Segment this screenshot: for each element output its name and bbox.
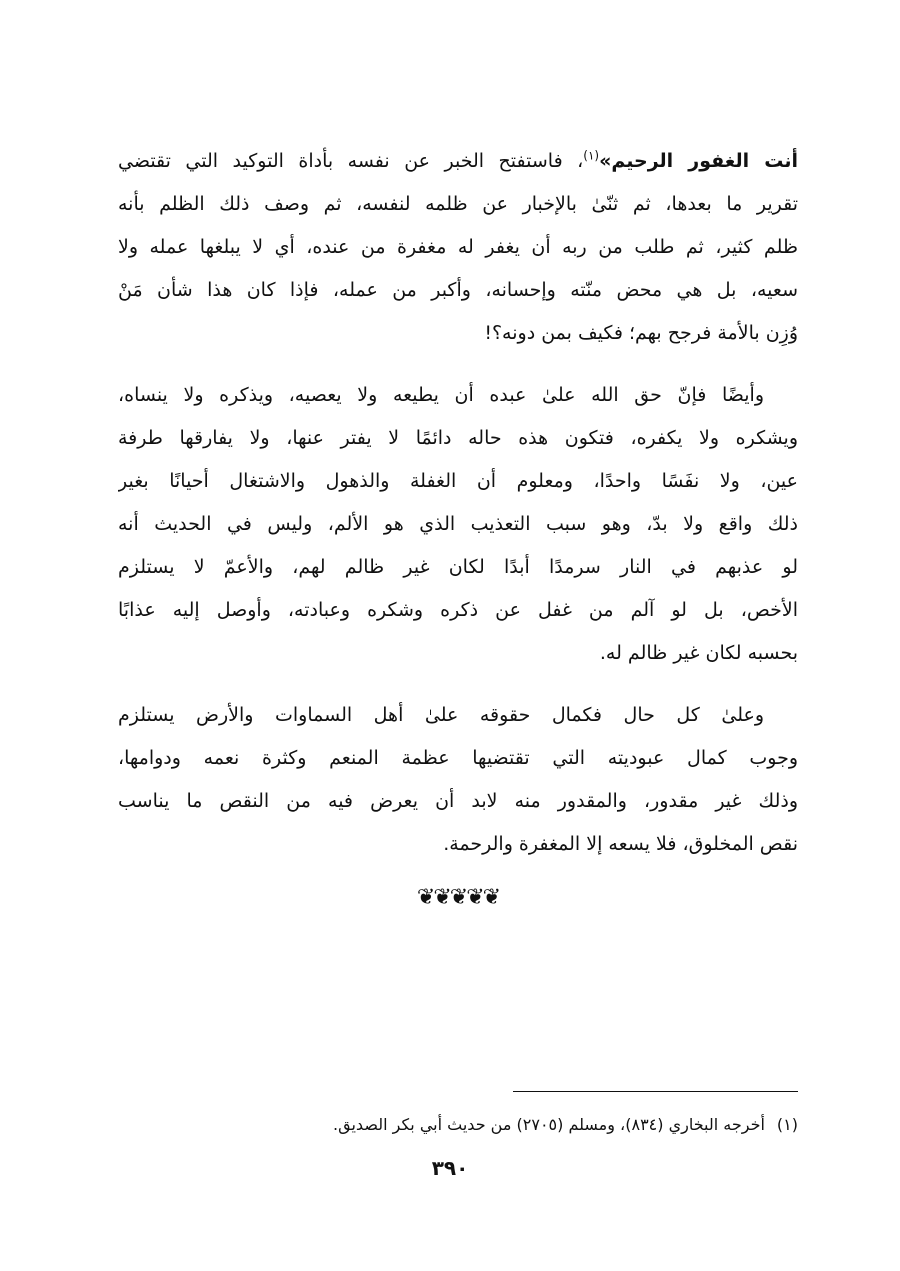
footnote-divider xyxy=(513,1091,798,1092)
paragraph-2 xyxy=(118,374,798,675)
text-line: ذلك واقع ولا بدّ، وهو سبب التعذيب الذي هو الألم، وليس في الحديث أنه xyxy=(118,513,798,535)
text-line: بحسبه لكان غير ظالم له. xyxy=(599,642,798,664)
text-line: وأيضًا فإنّ حق الله علىٰ عبده أن يطيعه ولا يعصيه، ويذكره ولا ينساه، xyxy=(118,384,764,406)
footnote-number: (١) xyxy=(776,1115,798,1134)
text-line: عين، ولا نفَسًا واحدًا، ومعلوم أن الغفلة والذهول والاشتغال أحيانًا بغير xyxy=(118,470,798,492)
page-number: ٣٩٠ xyxy=(431,1156,469,1180)
paragraph-1 xyxy=(118,140,798,355)
footnote-text: أخرجه البخاري (٨٣٤)، ومسلم (٢٧٠٥) من حديث أبي بكر الصديق. xyxy=(333,1115,765,1134)
text-line: نقص المخلوق، فلا يسعه إلا المغفرة والرحمة. xyxy=(443,833,798,855)
text-line: وُزِن بالأمة فرجح بهم؛ فكيف بمن دونه؟! xyxy=(484,322,798,344)
text-line: وعلىٰ كل حال فكمال حقوقه علىٰ أهل السماوات والأرض يستلزم xyxy=(118,704,764,726)
text-line xyxy=(118,140,798,183)
text-line: تقرير ما بعدها، ثم ثنّىٰ بالإخبار عن ظلمه لنفسه، ثم وصف ذلك الظلم بأنه xyxy=(118,193,798,215)
text-line: ويشكره ولا يكفره، فتكون هذه حاله دائمًا لا يفتر عنها، ولا يفارقها طرفة xyxy=(118,427,798,449)
page-body xyxy=(118,140,798,925)
text-line: سعيه، بل هي محض منّته وإحسانه، وأكبر من عمله، فإذا كان هذا شأن مَنْ xyxy=(118,279,798,301)
text-line: وجوب كمال عبوديته التي تقتضيها عظمة المنعم وكثرة نعمه ودوامها، xyxy=(118,747,798,769)
footnote-ref[interactable]: (١) xyxy=(583,148,600,163)
text-run: ، فاستفتح الخبر عن نفسه بأداة التوكيد التي تقتضي xyxy=(118,150,584,172)
section-end-ornament-icon: ❦❦❦❦❦ xyxy=(416,885,500,910)
text-line: لو عذبهم في النار سرمدًا أبدًا لكان غير ظالم لهم، والأعمّ لا يستلزم xyxy=(118,556,798,578)
quote-end-bold: أنت الغفور الرحيم» xyxy=(599,150,798,172)
text-line: ظلم كثير، ثم طلب من ربه أن يغفر له مغفرة من عنده، أي لا يبلغها عمله ولا xyxy=(118,236,798,258)
text-line: وذلك غير مقدور، والمقدور منه لابد أن يعرض فيه من النقص ما يناسب xyxy=(118,790,798,812)
footnote xyxy=(333,1110,798,1140)
paragraph-3 xyxy=(118,694,798,866)
text-line: الأخص، بل لو آلم من غفل عن ذكره وشكره وعبادته، وأوصل إليه عذابًا xyxy=(118,599,798,621)
